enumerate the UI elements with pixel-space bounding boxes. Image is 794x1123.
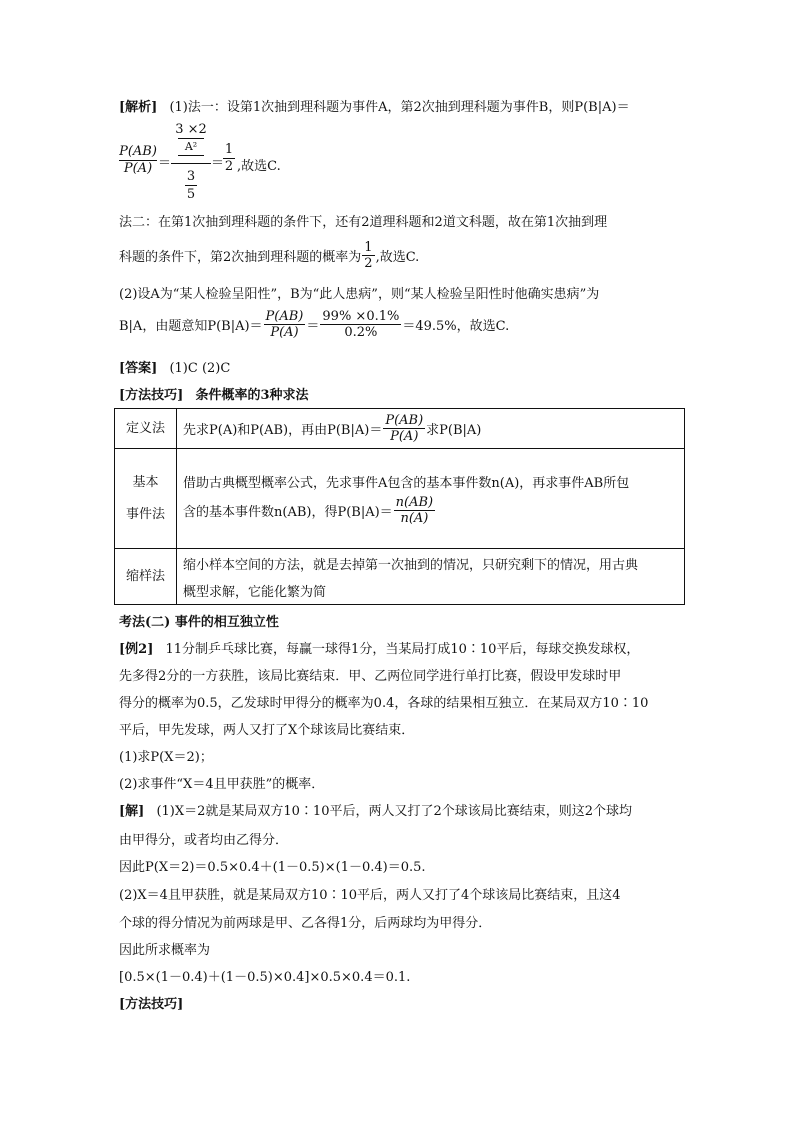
solution2-line1-text: (1)X＝2就是某局双方10∶10平后，两人又打了2个球该局比赛结束，则这2个球均 [156,804,633,819]
solution2-line1 [119,800,632,819]
part2-frac1-num: P(AB) [265,309,304,324]
answer-text: (1)C (2)C [169,361,231,376]
part2-fraction-2 [320,309,401,340]
example2-question1: (1)求P(X＝2)； [119,750,213,765]
method2-line2 [119,240,419,272]
method2-suffix: ,故选C. [375,250,420,265]
solution2-line5: 个球的得分情况为前两球是甲、乙各得1分，后两球均为甲得分． [119,916,492,931]
example2-line1-text: 11分制乒乓球比赛，每赢一球得1分，当某局打成10∶10平后，每球交换发球权， [165,642,640,657]
def-prefix: 先求P(A)和P(AB)，再由P(B|A)＝ [183,423,383,438]
def-num: P(AB) [385,413,424,428]
tips1-title: 条件概率的3种求法 [195,388,309,403]
solution2-line4: (2)X＝4且甲获胜，就是某局双方10∶10平后，两人又打了4个球该局比赛结束，且这4 [119,888,621,903]
analysis-part1-text: (1)法一：设第1次抽到理科题为事件A，第2次抽到理科题为事件B，则P(B|A)＝ [169,100,630,115]
inner-den-top: 3 [186,169,196,184]
part2-eq: ＝ [306,319,320,334]
method-desc-definition [177,409,685,449]
table-row [115,549,685,605]
big-fraction [171,121,211,203]
part2-line2 [119,309,509,345]
inner-num-top: 3 ×2 [175,122,207,137]
half-den: 2 [224,159,234,174]
half-fraction [223,142,235,175]
shrink-line2: 概型求解，它能化繁为简 [183,584,327,600]
part2-prefix: B|A，由题意知P(B|A)＝ [119,319,263,334]
part1-suffix: ,故选C. [237,159,281,174]
part2-frac2-den: 0.2% [344,325,378,340]
shrink-line1: 缩小样本空间的方法，就是去掉第一次抽到的情况，只研究剩下的情况，用古典 [183,557,639,573]
solution2-line7: [0.5×(1－0.4)＋(1－0.5)×0.4]×0.5×0.4＝0.1. [119,970,411,985]
example2-question2: (2)求事件“X＝4且甲获胜”的概率． [119,777,325,792]
part2-line1: (2)设A为“某人检验呈阳性”，B为“此人患病”，则“某人检验呈阳性时他确实患病”为 [119,287,600,302]
tips2-tag: [方法技巧] [119,997,184,1012]
analysis-complex-fraction [119,121,319,203]
table-row [115,409,685,449]
example2-tag: [例2] [119,642,154,657]
method2-half-den: 2 [364,256,373,271]
method-name-basic-event [115,449,177,549]
def-fraction [383,413,425,444]
main-fraction-bar [171,163,211,164]
outer-frac-den: P(A) [123,161,153,176]
solution2-line6: 因此所求概率为 [119,943,211,958]
solution2-tag: [解] [119,804,145,819]
example2-line3: 得分的概率为0.5，乙发球时甲得分的概率为0.4，各球的结果相互独立．在某局双方10∶10 [119,696,649,711]
analysis-tag: [解析] [119,100,158,115]
equals-sign-2: ＝ [211,156,225,171]
tips1-line [119,384,309,403]
example2-line2: 先多得2分的一方获胜，该局比赛结束．甲、乙两位同学进行单打比赛，假设甲发球时甲 [119,669,622,684]
def-suffix: 求P(B|A) [426,423,482,438]
equals-sign: ＝ [158,156,172,171]
half-num: 1 [224,142,234,157]
method-name-definition: 定义法 [115,409,177,449]
solution2-line3: 因此P(X＝2)＝0.5×0.4＋(1－0.5)×(1－0.4)＝0.5. [119,860,426,875]
method2-half-fraction [362,240,374,271]
method2-half-num: 1 [364,240,373,255]
section2-title: 考法(二) 事件的相互独立性 [119,615,279,630]
answer-line [119,357,230,376]
method2-line1: 法二：在第1次抽到理科题的条件下，还有2道理科题和2道文科题，故在第1次抽到理 [119,215,608,230]
part2-frac2-num: 99% ×0.1% [322,309,400,324]
analysis-line-1 [119,96,630,115]
basic-den: n(A) [400,510,429,526]
outer-fraction [119,144,157,177]
part2-frac1-den: P(A) [270,325,299,340]
basic-num: n(AB) [395,494,434,510]
method-desc-basic-event [177,449,685,549]
basic-name-1: 基本 [132,474,159,490]
part2-suffix: ＝49.5%，故选C. [402,319,510,334]
example2-line1 [119,638,639,657]
part2-fraction-1 [264,309,306,340]
basic-name-2: 事件法 [125,506,165,522]
outer-frac-num: P(AB) [119,144,157,159]
basic-line1: 借助古典概型概率公式，先求事件A包含的基本事件数n(A)，再求事件AB所包 [183,475,630,491]
basic-line2-prefix: 含的基本事件数n(AB)，得P(B|A)＝ [183,504,393,520]
example2-line4: 平后，甲先发球，两人又打了X个球该局比赛结束． [119,723,415,738]
inner-den-bottom: 5 [186,187,196,202]
basic-fraction [394,495,435,526]
tips1-tag: [方法技巧] [119,388,184,403]
conditional-probability-methods-table [114,408,685,605]
solution2-line2: 由甲得分，或者均由乙得分． [119,833,289,848]
table-row [115,449,685,549]
method-desc-shrink [177,549,685,605]
def-den: P(A) [390,429,419,444]
inner-num-bottom: A² [178,138,204,156]
method-name-shrink: 缩样法 [115,549,177,605]
method2-line2-text: 科题的条件下，第2次抽到理科题的概率为 [119,250,362,265]
answer-tag: [答案] [119,361,158,376]
